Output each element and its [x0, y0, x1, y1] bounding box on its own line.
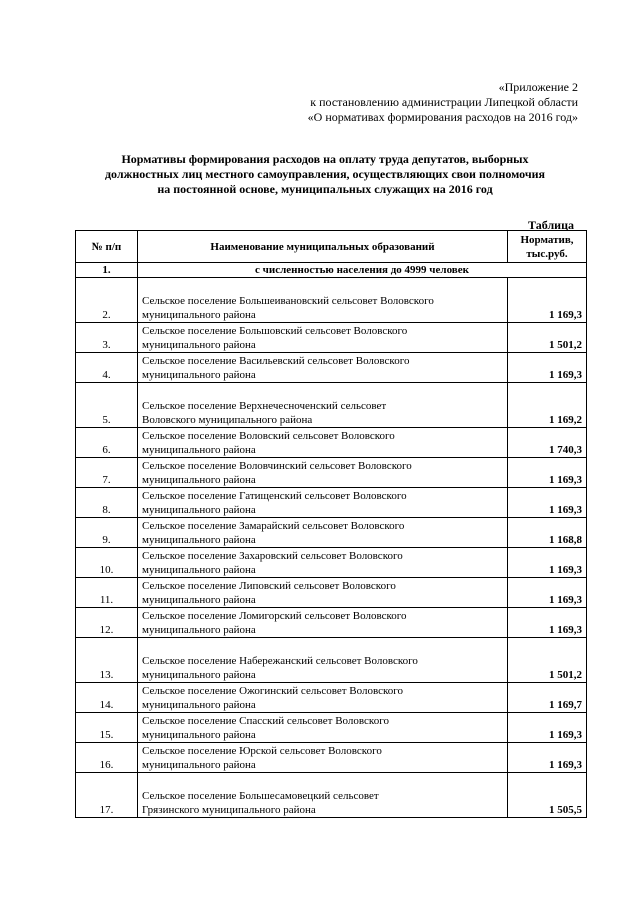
table-row — [76, 323, 587, 353]
row-name — [138, 278, 508, 323]
row-name-line-1: Сельское поселение Верхнечесноченский сельсовет — [142, 400, 387, 412]
table-header-row — [76, 231, 587, 263]
table-row — [76, 578, 587, 608]
row-name-line-2: муниципального района — [142, 759, 256, 771]
row-name-line-1: Сельское поселение Замарайский сельсовет Воловского — [142, 520, 405, 532]
row-name-line-1: Сельское поселение Гатищенский сельсовет Воловского — [142, 490, 407, 502]
appendix-line-1: «Приложение 2 — [498, 80, 578, 94]
row-name-line-1: Сельское поселение Юрской сельсовет Воловского — [142, 745, 382, 757]
group-label: с численностью населения до 4999 человек — [138, 263, 587, 278]
row-name-line-2: Грязинского муниципального района — [142, 804, 316, 816]
row-number: 5. — [76, 383, 138, 428]
row-value: 1 169,3 — [508, 608, 587, 638]
row-name — [138, 323, 508, 353]
row-name-line-2: муниципального района — [142, 369, 256, 381]
table-row — [76, 278, 587, 323]
row-name-line-1: Сельское поселение Липовский сельсовет Воловского — [142, 580, 396, 592]
row-value: 1 740,3 — [508, 428, 587, 458]
row-number: 14. — [76, 683, 138, 713]
header-norm — [508, 231, 587, 263]
appendix-line-3: «О нормативах формирования расходов на 2016 год» — [307, 110, 578, 124]
table-row — [76, 683, 587, 713]
row-value: 1 169,7 — [508, 683, 587, 713]
table-row — [76, 608, 587, 638]
row-number: 9. — [76, 518, 138, 548]
row-value: 1 501,2 — [508, 323, 587, 353]
row-name-line-1: Сельское поселение Воловский сельсовет Воловского — [142, 430, 395, 442]
table-row — [76, 353, 587, 383]
table-row — [76, 518, 587, 548]
appendix-reference — [308, 80, 578, 125]
row-name-line-2: муниципального района — [142, 534, 256, 546]
row-name — [138, 578, 508, 608]
header-norm-line-1: Норматив, — [520, 233, 574, 246]
row-number: 16. — [76, 743, 138, 773]
row-name-line-2: муниципального района — [142, 669, 256, 681]
row-value: 1 169,3 — [508, 353, 587, 383]
row-name-line-2: муниципального района — [142, 564, 256, 576]
row-name-line-1: Сельское поселение Большовский сельсовет Воловского — [142, 325, 408, 337]
row-number: 7. — [76, 458, 138, 488]
row-value: 1 169,3 — [508, 548, 587, 578]
row-name — [138, 383, 508, 428]
row-value: 1 505,5 — [508, 773, 587, 818]
row-number: 4. — [76, 353, 138, 383]
row-name-line-1: Сельское поселение Захаровский сельсовет Воловского — [142, 550, 403, 562]
title-line-3: на постоянной основе, муниципальных служащих на 2016 год — [157, 182, 493, 196]
header-number: № п/п — [76, 231, 138, 263]
table-caption: Таблица — [528, 218, 574, 232]
row-name-line-1: Сельское поселение Ожогинский сельсовет Воловского — [142, 685, 404, 697]
row-number: 3. — [76, 323, 138, 353]
row-value: 1 169,3 — [508, 458, 587, 488]
row-name — [138, 353, 508, 383]
row-name — [138, 548, 508, 578]
table-body — [76, 263, 587, 818]
title-line-1: Нормативы формирования расходов на оплату труда депутатов, выборных — [121, 152, 529, 166]
table-row — [76, 713, 587, 743]
row-name-line-1: Сельское поселение Большесамовецкий сельсовет — [142, 790, 379, 802]
header-name: Наименование муниципальных образований — [138, 231, 508, 263]
row-name-line-2: муниципального района — [142, 339, 256, 351]
row-number: 15. — [76, 713, 138, 743]
table-row — [76, 428, 587, 458]
row-name-line-2: муниципального района — [142, 504, 256, 516]
row-name-line-1: Сельское поселение Набережанский сельсовет Воловского — [142, 655, 418, 667]
row-number: 17. — [76, 773, 138, 818]
row-name-line-2: муниципального района — [142, 624, 256, 636]
table-row — [76, 743, 587, 773]
row-name-line-2: муниципального района — [142, 729, 256, 741]
table-row — [76, 383, 587, 428]
row-number: 6. — [76, 428, 138, 458]
group-number: 1. — [76, 263, 138, 278]
table-row — [76, 548, 587, 578]
row-name — [138, 743, 508, 773]
row-value: 1 169,3 — [508, 578, 587, 608]
row-value: 1 169,3 — [508, 488, 587, 518]
row-name-line-2: муниципального района — [142, 594, 256, 606]
row-name — [138, 428, 508, 458]
row-name — [138, 713, 508, 743]
row-name-line-1: Сельское поселение Воловчинский сельсовет Воловского — [142, 460, 412, 472]
document-title — [60, 152, 590, 197]
row-name-line-2: Воловского муниципального района — [142, 414, 313, 426]
row-name-line-1: Сельское поселение Большеивановский сельсовет Воловского — [142, 295, 434, 307]
row-name-line-1: Сельское поселение Спасский сельсовет Воловского — [142, 715, 389, 727]
row-value: 1 169,3 — [508, 713, 587, 743]
row-name-line-2: муниципального района — [142, 309, 256, 321]
row-name-line-1: Сельское поселение Ломигорский сельсовет Воловского — [142, 610, 407, 622]
group-row — [76, 263, 587, 278]
row-value: 1 169,3 — [508, 278, 587, 323]
row-number: 12. — [76, 608, 138, 638]
header-norm-line-2: тыс.руб. — [526, 247, 568, 260]
row-value: 1 501,2 — [508, 638, 587, 683]
row-name-line-2: муниципального района — [142, 699, 256, 711]
row-name — [138, 638, 508, 683]
row-name — [138, 773, 508, 818]
row-number: 13. — [76, 638, 138, 683]
row-number: 11. — [76, 578, 138, 608]
row-value: 1 169,3 — [508, 743, 587, 773]
row-name — [138, 518, 508, 548]
row-name — [138, 683, 508, 713]
title-line-2: должностных лиц местного самоуправления, осуществляющих свои полномочия — [104, 167, 546, 181]
row-name — [138, 458, 508, 488]
row-name-line-2: муниципального района — [142, 474, 256, 486]
row-number: 8. — [76, 488, 138, 518]
table-row — [76, 638, 587, 683]
table-row — [76, 773, 587, 818]
table-row — [76, 458, 587, 488]
row-name-line-1: Сельское поселение Васильевский сельсовет Воловского — [142, 355, 410, 367]
table-row — [76, 488, 587, 518]
row-value: 1 169,2 — [508, 383, 587, 428]
row-name — [138, 488, 508, 518]
norms-table — [75, 230, 587, 818]
row-number: 10. — [76, 548, 138, 578]
row-value: 1 168,8 — [508, 518, 587, 548]
row-number: 2. — [76, 278, 138, 323]
appendix-line-2: к постановлению администрации Липецкой области — [310, 95, 578, 109]
row-name — [138, 608, 508, 638]
row-name-line-2: муниципального района — [142, 444, 256, 456]
